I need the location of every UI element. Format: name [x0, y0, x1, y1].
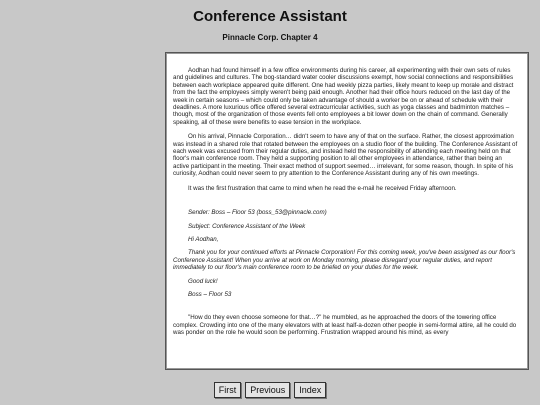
- story-paragraph: "How do they even choose someone for that…?" he mumbled, as he approached the doors of the towering office complex. Crowding into one of the many elevators with at least half-a-dozen other people in semi-formal attire, all he could do was ponder on the role he would soon be performing. Frustration wrapped around his mind, as every: [173, 314, 517, 337]
- email-closing: Good luck!: [188, 277, 218, 285]
- story-panel[interactable]: [165, 52, 529, 370]
- email-greeting: Hi Aodhan,: [188, 235, 219, 243]
- page-title: Conference Assistant: [193, 8, 347, 25]
- first-button[interactable]: First: [214, 382, 242, 398]
- story-paragraph: On his arrival, Pinnacle Corporation… didn't seem to have any of that on the surface. Rather, the closest approximation was instead in a shared role that rotated between the employees on a studio floor of the building. The Conference Assistant of each week was excused from their regular duties, and instead held the responsibility of attending each meeting held on that floor's main conference room. They held a supporting position to all other employees in attendance, rather than being an active participant in the meeting. Their exact method of support seemed… irrelevant, for some reason, though. In spite of his curiosity, Aodhan could never seem to pry attention to the Conference Assistant during any of his own meetings.: [173, 133, 518, 178]
- chapter-subtitle: Pinnacle Corp. Chapter 4: [222, 33, 318, 42]
- chapter-navigation: [0, 382, 540, 398]
- email-body: Thank you for your continued efforts at Pinnacle Corporation! For this coming week, you've been assigned as our floor's Conference Assistant! When you arrive at work on Monday morning, please disregard your regular duties, and report immediately to our floor's main conference room to be briefed on your duties for the week.: [173, 249, 516, 272]
- index-button[interactable]: Index: [294, 382, 326, 398]
- email-subject: Subject: Conference Assistant of the Week: [188, 222, 306, 230]
- email-sender: Sender: Boss – Floor 53 (boss_53@pinnacle.com): [188, 209, 327, 217]
- story-content: [173, 67, 519, 344]
- story-paragraph: Aodhan had found himself in a few office environments during his career, all experimenting with their own sets of rules and guidelines and cultures. The bog-standard water cooler discussions exempt, how social connections and responsibilities between each workplace appeared quite different. One had weekly pizza parties, likely meant to keep up morale and distract from the fact the employees simply weren't being paid enough. Another had their office hours reduced on the last day of the week in certain seasons – which could only be taken advantage of should a worker be on or ahead of schedule with their deadlines. A more luxurious office offered several extracurricular activities, such as yoga classes and badminton matches – though, most of the organization of those events fell onto employees a bit lower down on the chain of command. Generally speaking, all of these were benefits to ease tension in the workplace.: [173, 67, 514, 126]
- story-paragraph: It was the first frustration that came to mind when he read the e-mail he received Friday afternoon.: [188, 184, 457, 192]
- previous-button[interactable]: Previous: [245, 382, 290, 398]
- email-signature: Boss – Floor 53: [188, 290, 232, 298]
